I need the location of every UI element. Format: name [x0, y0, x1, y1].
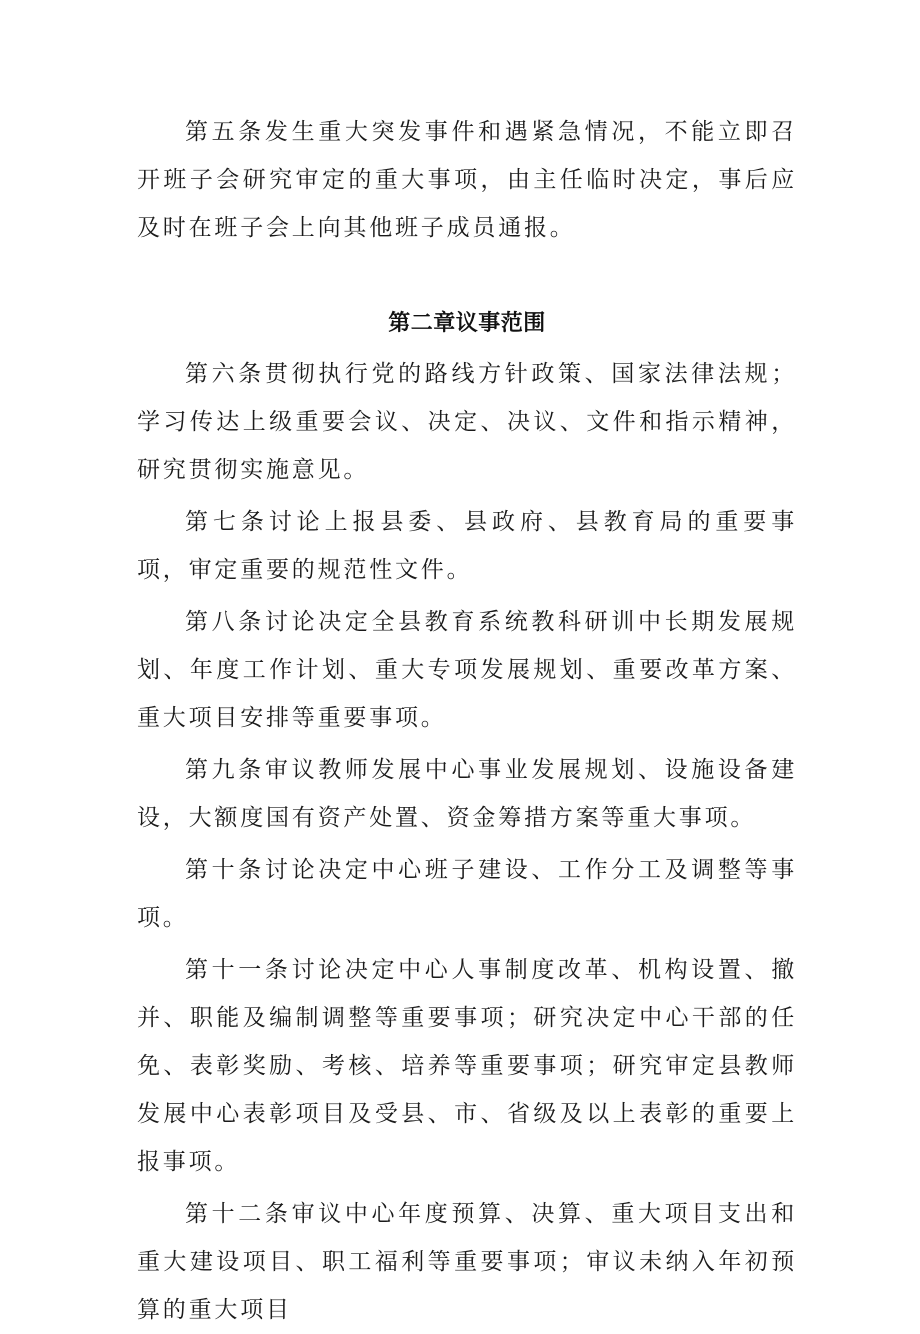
article-5-paragraph: 第五条发生重大突发事件和遇紧急情况，不能立即召开班子会研究审定的重大事项，由主任临时决定，事后应及时在班子会上向其他班子成员通报。 — [137, 119, 797, 241]
article-8-paragraph: 第八条讨论决定全县教育系统教科研训中长期发展规划、年度工作计划、重大专项发展规划、重要改革方案、重大项目安排等重要事项。 — [137, 609, 797, 731]
article-7-paragraph: 第七条讨论上报县委、县政府、县教育局的重要事项，审定重要的规范性文件。 — [137, 509, 797, 583]
article-11-paragraph: 第十一条讨论决定中心人事制度改革、机构设置、撤并、职能及编制调整等重要事项；研究决定中心干部的任免、表彰奖励、考核、培养等重要事项；研究审定县教师发展中心表彰项目及受县、市、省级及以上表彰的重要上报事项。 — [137, 957, 797, 1175]
article-9-paragraph: 第九条审议教师发展中心事业发展规划、设施设备建设，大额度国有资产处置、资金筹措方案等重大事项。 — [137, 757, 797, 831]
chapter-title: 第二章议事范围 — [388, 311, 546, 336]
section-spacer — [137, 252, 797, 302]
article-10-paragraph: 第十条讨论决定中心班子建设、工作分工及调整等事项。 — [137, 857, 797, 931]
document-body — [137, 108, 797, 1334]
article-6-paragraph: 第六条贯彻执行党的路线方针政策、国家法律法规；学习传达上级重要会议、决定、决议、文件和指示精神，研究贯彻实施意见。 — [137, 361, 797, 483]
article-12-paragraph: 第十二条审议中心年度预算、决算、重大项目支出和重大建设项目、职工福利等重要事项；审议未纳入年初预算的重大项目 — [137, 1201, 797, 1323]
